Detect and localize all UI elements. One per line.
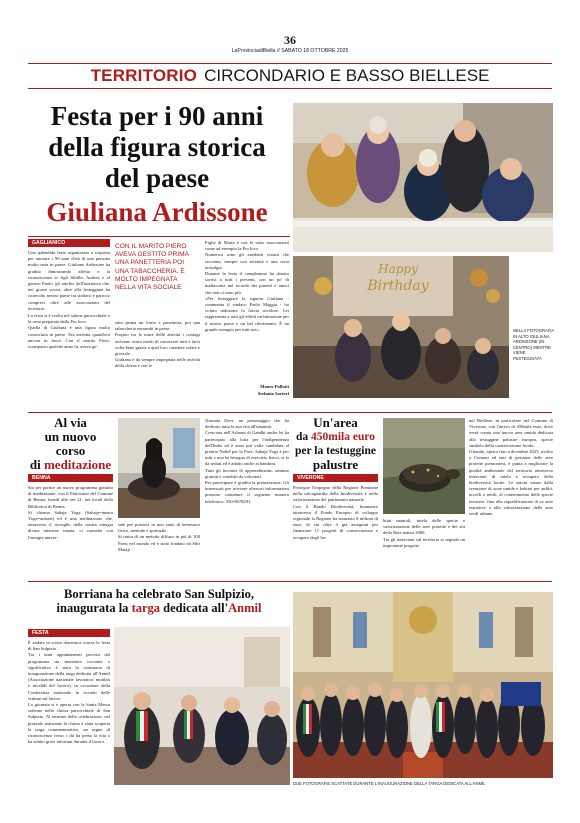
meditation-headline-line1: Al via xyxy=(54,415,87,430)
location-label-gaglianico: GAGLIANICO xyxy=(28,239,110,247)
palustre-headline-line3: per la testuggine xyxy=(295,445,376,457)
borriana-headline-line1: Borriana ha celebrato San Sulpizio, xyxy=(64,587,254,601)
borriana-headline-pre: inaugurata la xyxy=(56,601,132,615)
palustre-headline-line1: Un'area xyxy=(313,415,358,430)
main-article-p1: Una splendida festa organizzata a sorpresa per onorare i 90 anni d'età di una persona molto nota in paese. Giuliana Ardissone ha gradito dimostrando affetto e la riconoscenza ai figli Sibilla, Andrea e al genero Paolo, gli artefici dell'iniziativa che, nei giorni scorsi, oltre alla festeggiata ha coinvolto mezzo paese tra sindaco e parroco compresi oltre alle associazioni del territorio. xyxy=(28,250,110,311)
palustre-headline-amount: 450mila euro xyxy=(311,431,376,443)
borriana-headline-mid: dedicata all' xyxy=(160,601,229,615)
borriana-headline-targa: targa xyxy=(131,601,161,615)
meditation-col1: Sta per partire un nuovo programma gratuito di meditazione, con il Patrocinio del Comune di Benna, lunedì alle ore 21, nei locali della Biblioteca di Benna. Si chiama Sahaja Yoga (Sahaja=innato Yoga=unione) ed è una meditazione che, attraverso il risveglio della nostra energia divina interiore innata, ci connette con l'energia univer- xyxy=(28,485,113,540)
palustre-headline-line4: palustre xyxy=(312,457,359,472)
photo-caption-main: NELLA FOTOGRAFIA IN ALTO GIULIANA ARDISSONE (IN CENTRO) MENTRE VIENE FESTEGGIATA xyxy=(513,328,555,361)
main-article-col2: stito prima un forno e panetteria, poi una tabaccheria entrambi in paese. Proprio tra le mure delle attività i coniugi avevano avuto modo di conoscere tutti e farsi voler bene grazie a quel loro carattere solare e gioviale. Giuliana è da sempre impegnata nelle attività della chiesa e con le xyxy=(115,320,200,369)
palustre-col3: nel Biellese: in particolare nel Comune di Viverone, con l'arrivo di 450mila euro, dove verrà creata una nuova area umida dedicata alla testuggine palustre europea, specie simbolo della conservazione locale. Il bando, aperto fino a dicembre 2025, rivolto a Comuni ed enti di gestione delle aree protette piemontesi, è punta a migliorare la qualità ambientale del territorio attraverso interventi di tutela e recupero della biodiversità locale. Le azioni vanno dalla creazione di zone umide e habitat per anfibi, uccelli e rettili, al contenimento delle specie invasive, fino alla riqualificazione di ex aree estrattive e alla valorizzazione delle aree verdi urbane. xyxy=(469,418,553,517)
section-bar xyxy=(28,63,552,89)
photo-birthday-party xyxy=(293,256,509,398)
meditation-col3: Nirmala Devi, un personaggio che ha dedicato tutta la sua vita all'umanità. Cresciuta nell'Ashram di Gandhi anche lei ha partecipato alla lotta per l'indipendenza dell'India ed è stata più volte candidata al premio Nobel per la Pace. Sahaja Yoga è per tutti e non ha bisogno di esercizio fisico, si fa da seduti ed è adatto anche ai bambini. Tutti gli incontri di apprendimento saranno gratuiti e condotti da volontari. Per partecipare è gradita la prenotazione. Gli interessati per ricevere ulteriori informazioni possono contattare il seguente numero telefonico: 330-8678291. xyxy=(205,418,289,504)
location-label-viverone: VIVERONE xyxy=(293,474,378,482)
photo-family-group xyxy=(293,103,553,252)
main-article-col3: Figlie di Maria e con le varie associazioni come ad esempio la Pro loco. Numerosi sono gli aneddoti vissuti che racconta, sempre con serenità e una certa nostalgia. Durante la festa il compleanno ha donato sorrisi a tutti i presenti, con un po' di malinconia nel ricordo dei parenti e amici che non ci sono più. «Per festeggiare la signora Giuliana - commenta il sindaco Paolo Maggia - ho voluto indossare la fascia tricolore. Lei rappresenta a tutti gli effetti un'istituzione per il nostro paese e un bel riferimento. È un grande esempio per tutti noi». xyxy=(205,240,289,332)
meditation-headline-red: meditazione xyxy=(43,457,112,472)
photo-meditation xyxy=(118,418,200,518)
birthday-banner-happy: Happy xyxy=(378,262,418,276)
divider xyxy=(28,412,552,413)
meditation-headline-di: di xyxy=(29,457,41,472)
palustre-headline-line2 xyxy=(293,430,378,444)
borriana-headline-line2 xyxy=(28,601,290,615)
borriana-headline-anmil: Anmil xyxy=(228,601,262,615)
signature-1: Mauro Pollotti xyxy=(260,384,289,389)
pull-quote: CON IL MARITO PIERO AVEVA GESTITO PRIMA UNA PANETTERIA POI UNA TABACCHERIA. È MOLTO IMPEGNATA NELLA VITA SOCIALE xyxy=(115,243,189,292)
main-article-col1 xyxy=(28,250,110,400)
section-title: TERRITORIO xyxy=(90,66,198,85)
signature-2: Stefania Sartori xyxy=(257,391,289,396)
location-label-benna: BENNA xyxy=(28,474,113,482)
meditation-col2: sale per portarci in uno stato di benessere fisico, mentale e spirituale. Si tratta di un metodo diffuso in più di 100 Paesi nel mondo ed è stato fondato da Shri Mataji xyxy=(118,522,200,552)
photo-church-group xyxy=(293,592,553,778)
main-headline-name: Giuliana Ardissone xyxy=(46,197,268,227)
header-line: LaProvinciadiBiella // SABATO 18 OTTOBRE 2025 xyxy=(231,48,349,54)
location-label-festa: FESTA xyxy=(28,629,110,637)
divider xyxy=(28,236,290,237)
main-headline-line2: della figura storica xyxy=(48,132,266,162)
main-article-p2: La festa si è svolta nel salone parrocchiale e la cena preparata dalla Pro loco. xyxy=(28,312,110,324)
palustre-col2: bitat naturali, tutela delle specie e valorizzazione delle aree protette e dei siti della Rete natura 2000. Tra gli interventi sul territorio si segnala un importante progetto xyxy=(383,518,465,548)
page-number: 36 xyxy=(284,33,296,47)
birthday-banner-birthday: Birthday xyxy=(367,278,429,294)
meditation-headline-line3: corso xyxy=(55,443,86,458)
main-article-p3: Quella di Giuliana è una figura molto conosciuta in paese. Era arrivata quand'era ancora in fasce. Con il marito Piero, scomparso qualche anno fa, aveva ge- xyxy=(28,325,110,350)
divider xyxy=(28,581,552,582)
section-subtitle: CIRCONDARIO E BASSO BIELLESE xyxy=(204,66,490,85)
meditation-headline-line4 xyxy=(28,458,113,472)
borriana-text: È andata in scena domenica scorsa la festa di San Sulpizio. Tra i tanti appuntamenti previsti dal programma un momento toccante e significativo è stata la cerimonia di inaugurazione della targa dedicata all'Anmil (Associazione nazionale lavoratori mutilati e invalidi del lavoro), in occasione della Conferenza nazionale in ricordo delle vittime sul lavoro. La giornata si è aperta con la Santa Messa solenne nella chiesa parrocchiale di San Sulpizio. Al termine della celebrazione, nel piazzale antistante la chiesa è stata scoperta la targa commemorativa, un segno di riconoscenza verso i chi ha perso la vita o ha subito gravi infortuni durante il lavoro. xyxy=(28,640,110,745)
main-headline-line1: Festa per i 90 anni xyxy=(50,101,264,131)
palustre-headline-da: da xyxy=(295,431,312,443)
photo-caption-borriana: DUE FOTOGRAFIE SCATTATE DURANTE L'INAUGURAZIONE DELLA TARGA DEDICATA ALL'ANMIL xyxy=(293,781,486,786)
photo-ceremony-seated xyxy=(114,627,290,785)
palustre-col1: Prosegue l'impegno della Regione Piemonte nella salvaguardia della biodiversità e nella valorizzazione del patrimonio naturale. Con il Bando Biodiversità, finanziato attraverso il Fondo Europeo di sviluppo regionale la Regione ha stanziato 8 milioni di euro, di cui oltre 4 già assegnati per finanziare 11 progetti di conservazione e recupero degli ha- xyxy=(293,485,378,540)
meditation-headline-line2: un nuovo xyxy=(44,429,97,444)
photo-turtle xyxy=(383,418,465,514)
main-headline-line3: del paese xyxy=(104,163,210,193)
